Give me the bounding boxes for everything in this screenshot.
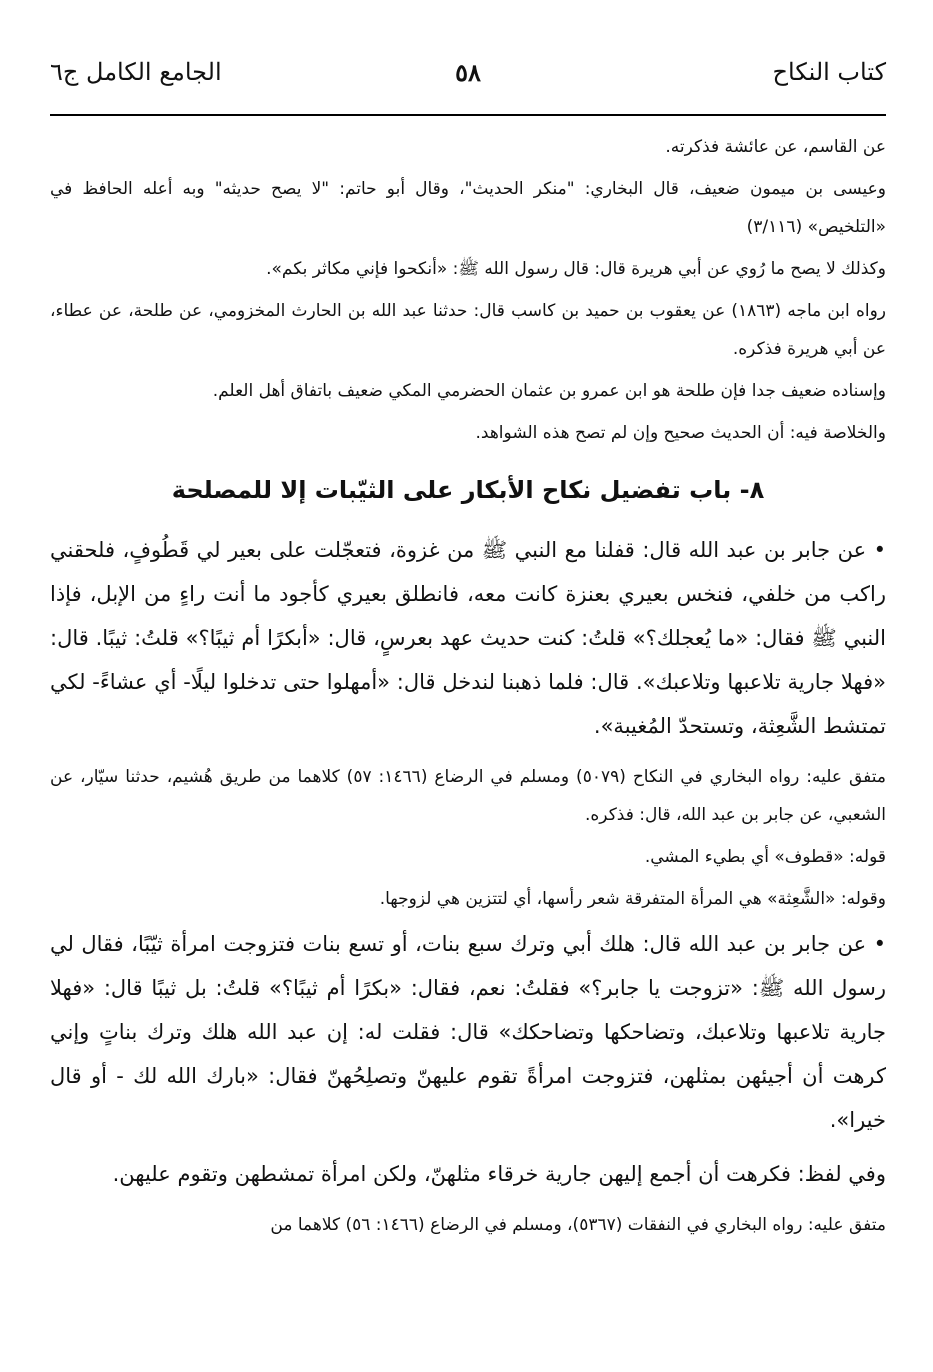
- book-volume-title: الجامع الكامل ج٦: [50, 58, 222, 86]
- hadith-variant-text: وفي لفظ: فكرهت أن أجمع إليهن جارية خرقاء مثلهنّ، ولكن امرأة تمشطهن وتقوم عليهن.: [112, 1162, 886, 1186]
- note-paragraph: متفق عليه: رواه البخاري في النفقات (٥٣٦٧)، ومسلم في الرضاع (١٤٦٦: ٥٦) كلاهما من: [270, 1215, 886, 1235]
- note-paragraph: وإسناده ضعيف جدا فإن طلحة هو ابن عمرو بن عثمان الحضرمي المكي ضعيف باتفاق أهل العلم.: [212, 381, 886, 401]
- note-paragraph: والخلاصة فيه: أن الحديث صحيح وإن لم تصح هذه الشواهد.: [475, 423, 886, 443]
- hadith-text: • عن جابر بن عبد الله قال: هلك أبي وترك سبع بنات، أو تسع بنات فتزوجت امرأة ثيّبًا، فقال لي رسول الله ﷺ: «تزوجت يا جابر؟» فقلتُ: نعم، فقال: «بكرًا أم ثيبًا؟» قلتُ: بل ثيبًا قال: «فهلا جارية تلاعبها وتلاعبك، وتضاحكها وتضاحكك» قال: فقلت له: إن عبد الله هلك وترك بناتٍ وإني كرهت أن أجيئهن بمثلهن، فتزوجت امرأةً تقوم عليهنّ وتصلِحُهنّ فقال: «بارك الله لك - أو قال خيرا».: [50, 932, 886, 1132]
- running-header: [50, 52, 886, 102]
- book-section-title: كتاب النكاح: [772, 58, 886, 86]
- book-page: [50, 0, 886, 1372]
- hadith-text: • عن جابر بن عبد الله قال: قفلنا مع النبي ﷺ من غزوة، فتعجّلت على بعير لي قَطُوفٍ، فلحقني راكب من خلفي، فنخس بعيري بعنزة كانت معه، فانطلق بعيري كأجود ما أنت راءٍ من الإبل، فإذا النبي ﷺ فقال: «ما يُعجلك؟» قلتُ: كنت حديث عهد بعرسٍ، قال: «أبكرًا أم ثيبًا؟» قلتُ: ثيبًا. قال: «فهلا جارية تلاعبها وتلاعبك». قال: فلما ذهبنا لندخل قال: «أمهلوا حتى تدخلوا ليلًا- أي عشاءً- لكي تمتشط الشَّعِثة، وتستحدّ المُغيبة».: [50, 538, 886, 738]
- chapter-heading: ٨- باب تفضيل نكاح الأبكار على الثيّبات إلا للمصلحة: [171, 476, 765, 504]
- header-divider: [50, 114, 886, 116]
- page-content: [50, 128, 886, 1248]
- note-paragraph: عن القاسم، عن عائشة فذكرته.: [665, 137, 886, 157]
- page-number: ٥٨: [455, 58, 481, 87]
- note-paragraph: وقوله: «الشَّعِثة» هي المرأة المتفرقة شعر رأسها، أي لتتزين هي لزوجها.: [379, 889, 886, 909]
- note-paragraph: وكذلك لا يصح ما رُوي عن أبي هريرة قال: قال رسول الله ﷺ: «أنكحوا فإني مكاثر بكم».: [266, 259, 886, 279]
- note-paragraph: رواه ابن ماجه (١٨٦٣) عن يعقوب بن حميد بن كاسب قال: حدثنا عبد الله بن الحارث المخزومي، عن طلحة، عن عطاء، عن أبي هريرة فذكره.: [50, 301, 886, 359]
- note-paragraph: متفق عليه: رواه البخاري في النكاح (٥٠٧٩) ومسلم في الرضاع (١٤٦٦: ٥٧) كلاهما من طريق هُشيم، حدثنا سيّار، عن الشعبي، عن جابر بن عبد الله، قال: فذكره.: [50, 767, 886, 825]
- note-paragraph: قوله: «قطوف» أي بطيء المشي.: [644, 847, 886, 867]
- note-paragraph: وعيسى بن ميمون ضعيف، قال البخاري: "منكر الحديث"، وقال أبو حاتم: "لا يصح حديثه" وبه أعله الحافظ في «التلخيص» (٣/١١٦): [50, 179, 886, 237]
